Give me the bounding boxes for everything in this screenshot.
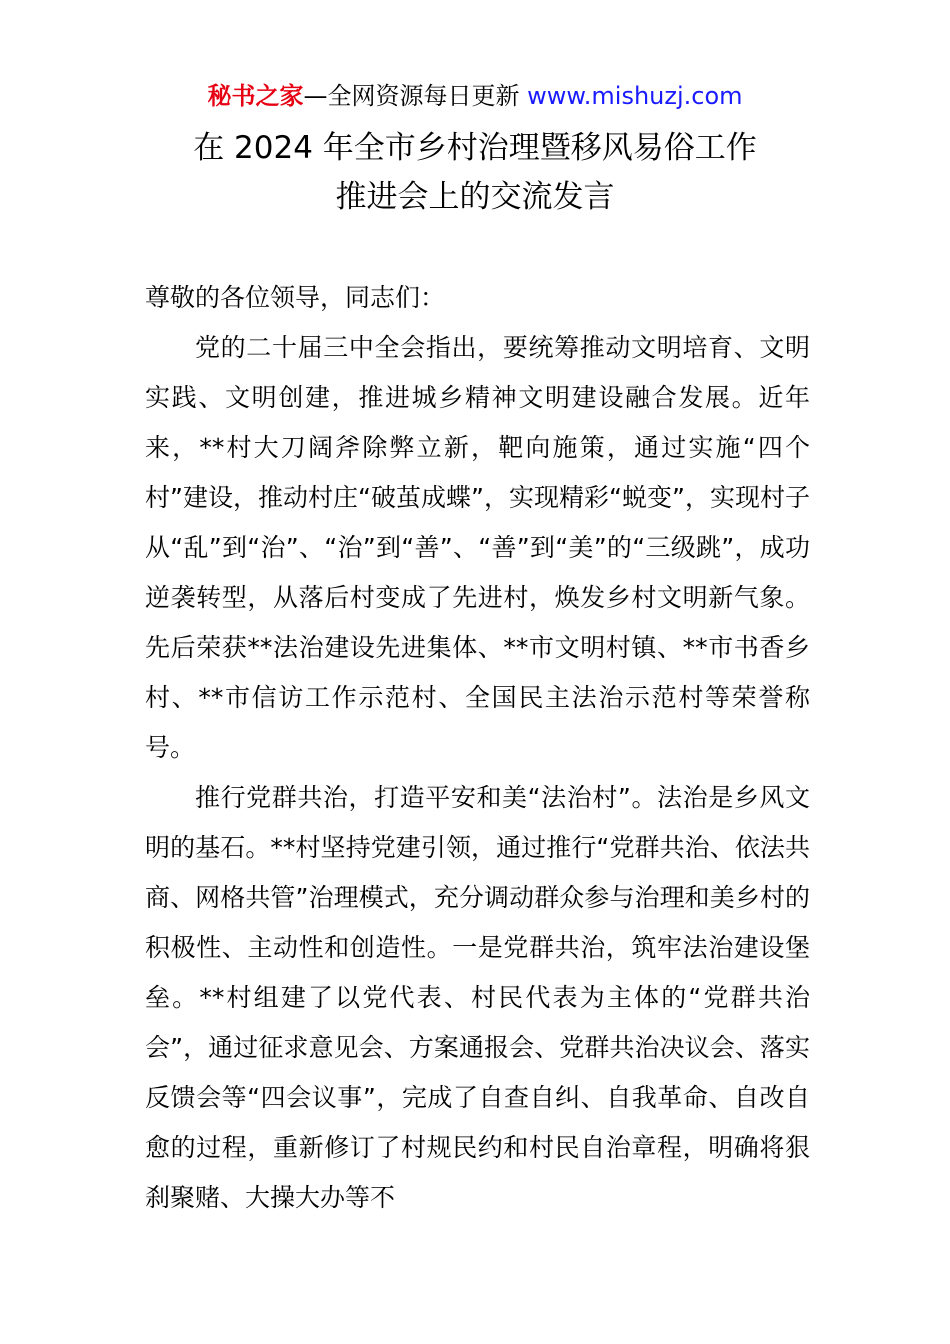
brand-name: 秘书之家 [207,82,304,110]
paragraph-2: 推行党群共治，打造平安和美“法治村”。法治是乡风文明的基石。**村坚持党建引领，通过推行“党群共治、依法共商、网格共管”治理模式，充分调动群众参与治理和美乡村的积极性、主动性和创造性。一是党群共治，筑牢法治建设堡垒。**村组建了以党代表、村民代表为主体的“党群共治会”，通过征求意见会、方案通报会、党群共治决议会、落实反馈会等“四会议事”，完成了自查自纠、自我革命、自改自愈的过程，重新修订了村规民约和村民自治章程，明确将狠刹聚赌、大操大办等不 [145,783,810,1212]
site-header [0,80,950,112]
header-tagline: —全网资源每日更新 [303,82,528,110]
site-url-link[interactable]: www.mishuzj.com [527,82,743,110]
salutation: 尊敬的各位领导，同志们： [145,283,446,312]
document-title-line-2: 推进会上的交流发言 [335,179,615,215]
paragraph-1: 党的二十届三中全会指出，要统筹推动文明培育、文明实践、文明创建，推进城乡精神文明建设融合发展。近年来，**村大刀阔斧除弊立新，靶向施策，通过实施“四个村”建设，推动村庄“破茧成蝶”，实现精彩“蜕变”，实现村子从“乱”到“治”、“治”到“善”、“善”到“美”的“三级跳”，成功逆袭转型，从落后村变成了先进村，焕发乡村文明新气象。先后荣获**法治建设先进集体、**市文明村镇、**市书香乡村、**市信访工作示范村、全国民主法治示范村等荣誉称号。 [145,333,810,762]
document-title-line-1: 在 2024 年全市乡村治理暨移风易俗工作 [193,130,757,166]
